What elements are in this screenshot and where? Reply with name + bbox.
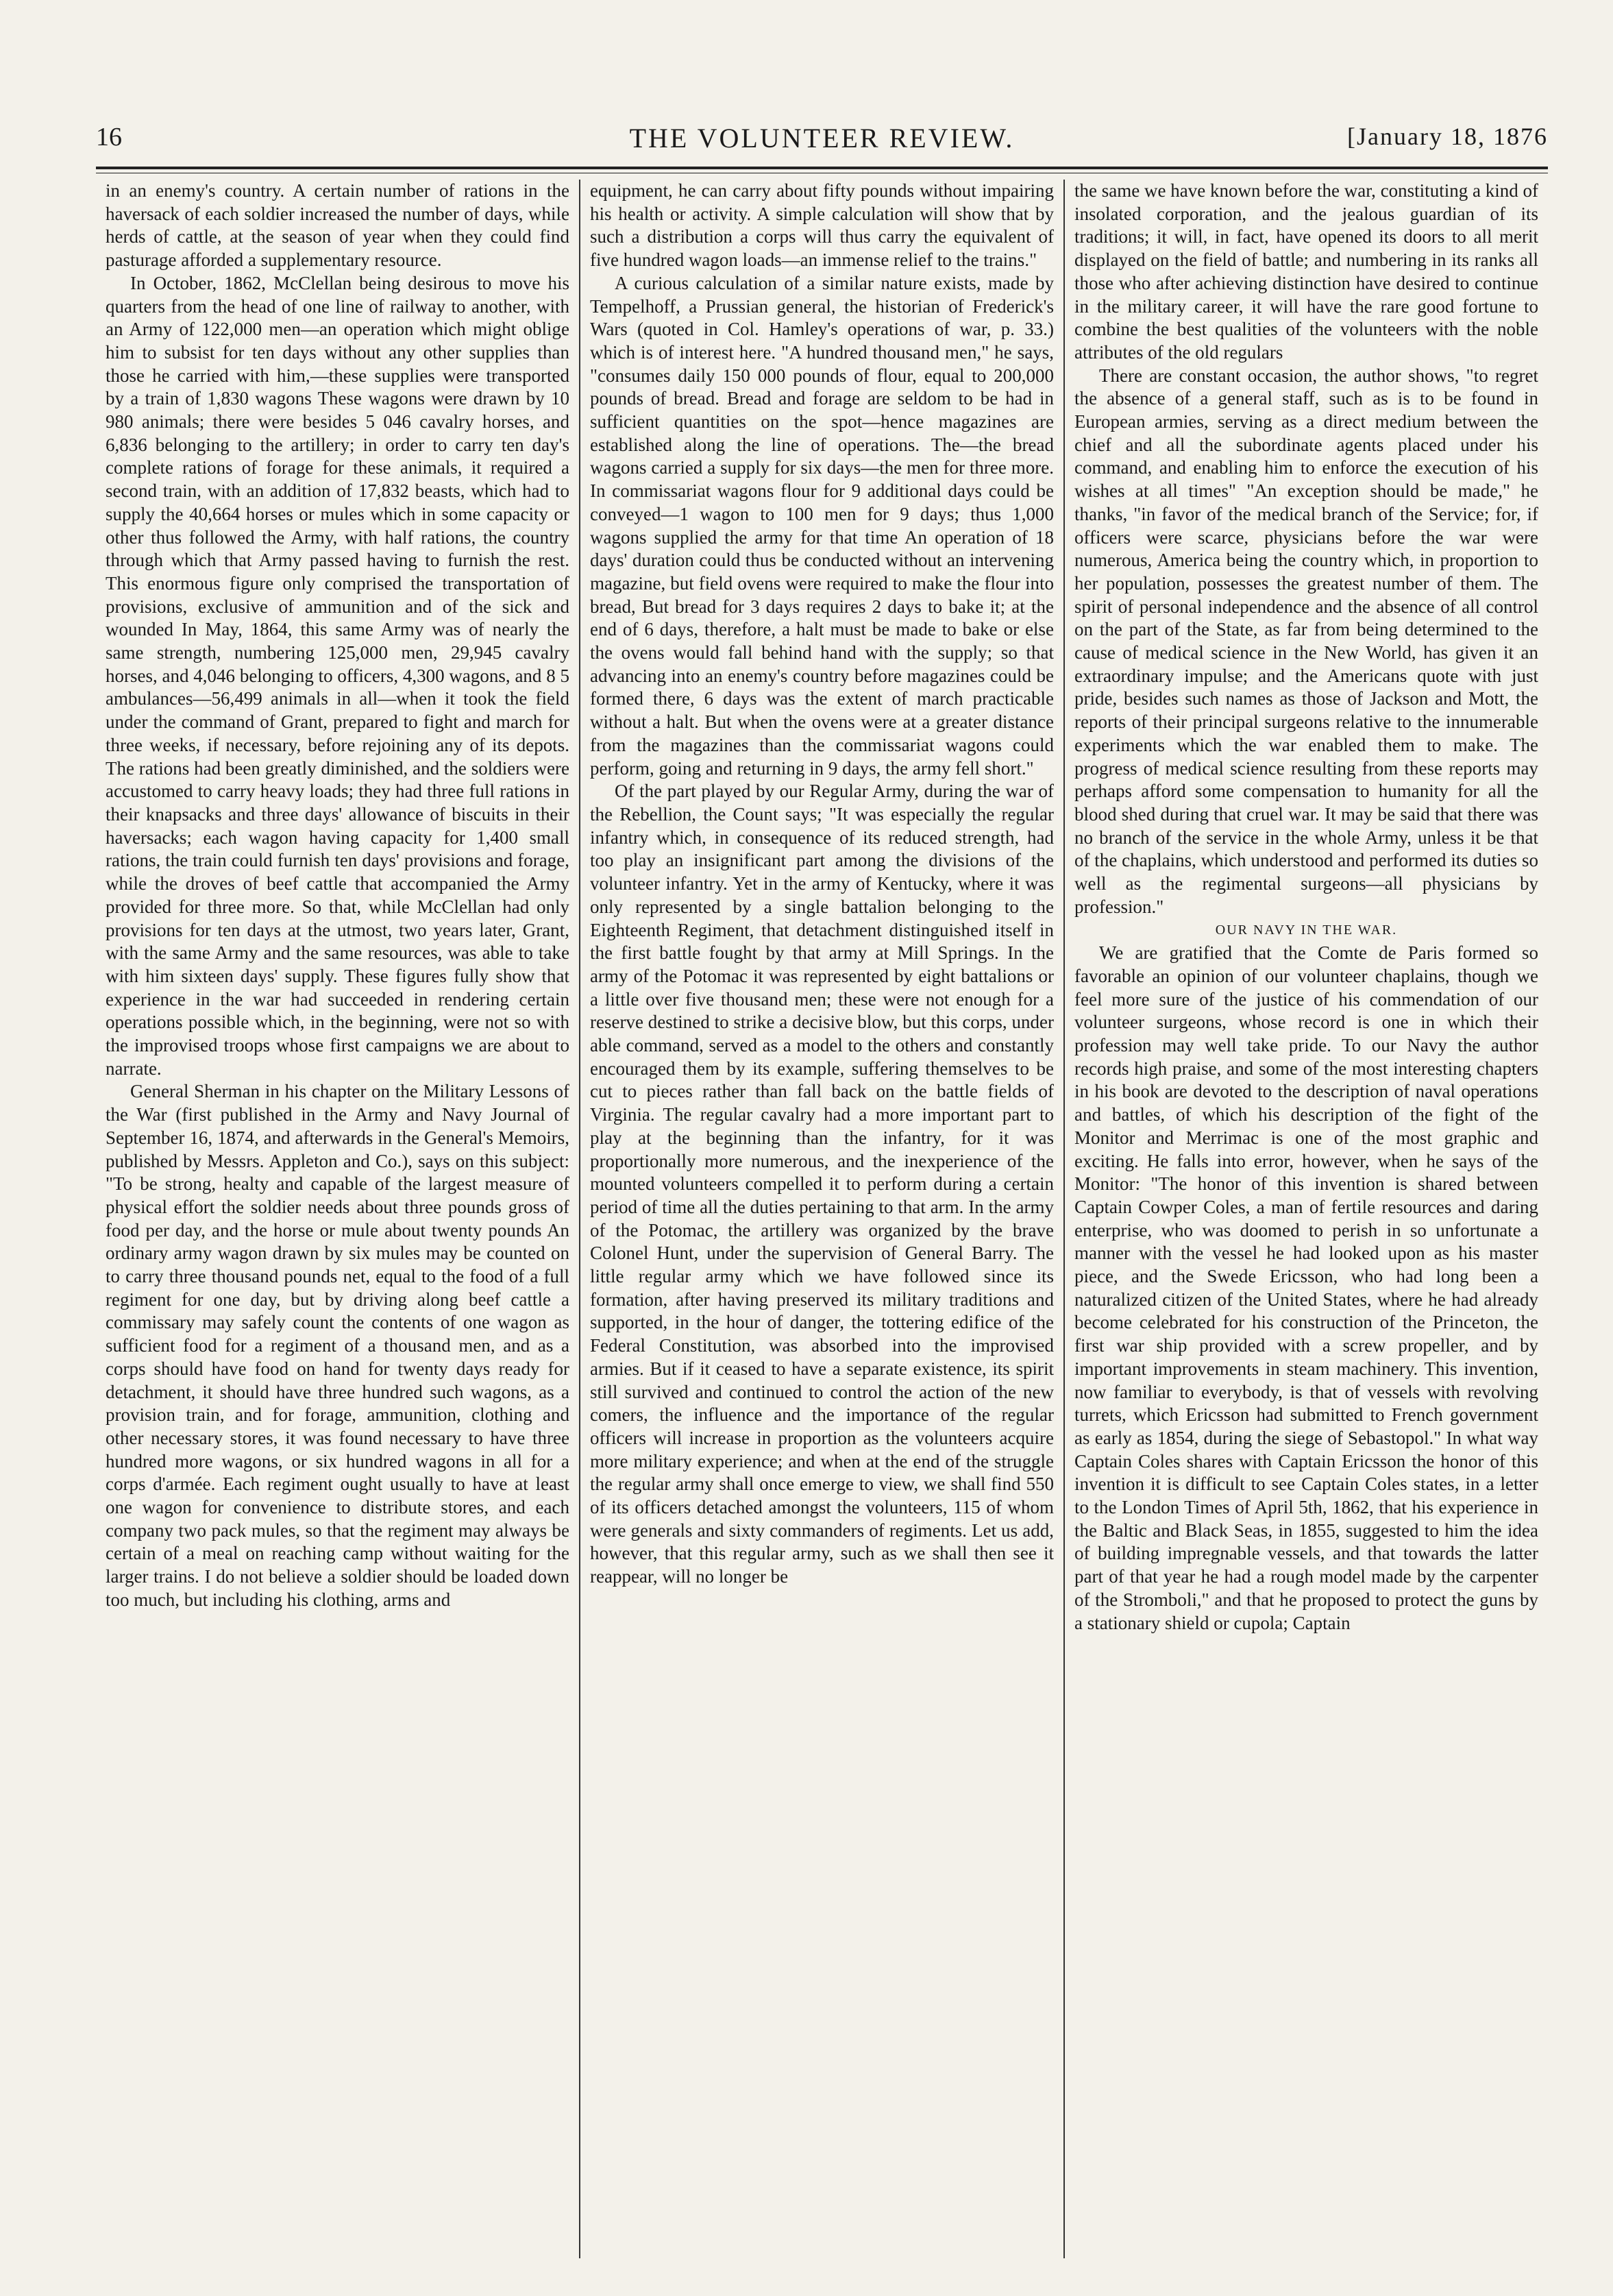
paragraph: equipment, he can carry about fifty pounds without impairing his health or activity. A simple calculation will show that by such a distribution a corps will thus carry the equivalent of five hundred wagon loads—an immense relief to the trains." bbox=[590, 180, 1054, 271]
page-header bbox=[96, 122, 1548, 163]
section-heading: OUR NAVY IN THE WAR. bbox=[1215, 922, 1398, 938]
paragraph: General Sherman in his chapter on the Military Lessons of the War (first published in the Army and Navy Journal of September 16, 1874, and afterwards in the General's Memoirs, published by Messrs. Appleton and Co.), says on this subject: "To be strong, healty and capable of the largest measure of physical effort the soldier needs about three pounds gross of food per day, and the horse or mule about twenty pounds An ordinary army wagon drawn by six mules may be counted on to carry three thousand pounds net, equal to the food of a full regiment for one day, but by driving along beef cattle a commissary may safely count the contents of one wagon as sufficient food for a regiment of a thousand men, and as a corps should have food on hand for twenty days ready for detachment, it should have three hundred such wagons, as a provision train, and for forage, ammunition, clothing and other necessary stores, it was found necessary to have three hundred more wagons, or six hundred wagons in all for a corps d'armée. Each regiment ought usually to have at least one wagon for convenience to distribute stores, and each company two pack mules, so that the regiment may always be certain of a meal on reaching camp without waiting for the larger trains. I do not believe a soldier should be loaded down too much, but including his clothing, arms and bbox=[106, 1081, 569, 1610]
page-number: 16 bbox=[96, 123, 122, 151]
issue-date: [January 18, 1876 bbox=[1347, 123, 1548, 150]
paragraph: There are constant occasion, the author shows, "to regret the absence of a general staff, such as is to be found in European armies, serving as a direct medium between the chief and all the subordinate agents placed under his command, and enabling him to enforce the execution of his wishes at all times" "An exception should be made," he thanks, "in favor of the medical branch of the Service; for, if officers were scarce, physicians before the war were numerous, America being the country which, in proportion to her population, possesses the greatest number of them. The spirit of personal independence and the absence of all control on the part of the State, as far from being determined to the cause of medical science in the New World, has given it an extraordinary impulse; and the Americans quote with just pride, besides such names as those of Jackson and Mott, the reports of their principal surgeons relative to the innumerable experiments which the war enabled them to make. The progress of medical science resulting from these reports may perhaps afford some compensation to humanity for all the blood shed during that cruel war. It may be said that there was no branch of the service in the whole Army, unless it be that of the chaplains, which understood and performed its duties so well as the regimental surgeons—all physicians by profession." bbox=[1074, 365, 1538, 917]
article-columns bbox=[96, 180, 1548, 2258]
paragraph: in an enemy's country. A certain number of rations in the haversack of each soldier increased the number of days, while herds of cattle, at the season of year when they could find pasturage afforded a supplementary resource. bbox=[106, 180, 569, 271]
paragraph: the same we have known before the war, constituting a kind of insolated corporation, and the jealous guardian of its traditions; it will, in fact, have opened its doors to all merit displayed on the field of battle; and numbering in its ranks all those who after achieving distinction have desired to continue in the military career, it will have the rare good fortune to combine the best qualities of the volunteers with the noble attributes of the old regulars bbox=[1074, 180, 1538, 363]
header-rule bbox=[96, 167, 1548, 169]
paragraph: A curious calculation of a similar nature exists, made by Tempelhoff, a Prussian general, the historian of Frederick's Wars (quoted in Col. Hamley's operations of war, p. 33.) which is of interest here. "A hundred thousand men," he says, "consumes daily 150 000 pounds of flour, equal to 200,000 pounds of bread. Bread and forage are seldom to be had in sufficient quantities on the spot—hence magazines are established along the line of operations. The—the bread wagons carried a supply for six days—the men for three more. In commissariat wagons flour for 9 additional days could be conveyed—1 wagon to 100 men for 9 days; thus 1,000 wagons supplied the army for that time An operation of 18 days' duration could thus be conducted without an intervening magazine, but field ovens were required to make the flour into bread, But bread for 3 days requires 2 days to bake it; at the end of 6 days, therefore, a halt must be made to bake or else the ovens would fall behind hand with the supply; so that advancing into an enemy's country before magazines could be formed there, 6 days was the extent of march practicable without a halt. But when the ovens were at a greater distance from the magazines than the commissariat wagons could perform, going and returning in 9 days, the army fell short." bbox=[590, 272, 1054, 779]
column-2 bbox=[579, 180, 1063, 2258]
paragraph: In October, 1862, McClellan being desirous to move his quarters from the head of one line of railway to another, with an Army of 122,000 men—an operation which might oblige him to subsist for ten days without any other supplies than those he carried with him,—these supplies were transported by a train of 1,830 wagons These wagons were drawn by 10 980 animals; there were besides 5 046 cavalry horses, and 6,836 belonging to the artillery; in order to carry ten day's complete rations of forage for these animals, it required a second train, with an addition of 17,832 beasts, which had to supply the 40,664 horses or mules which in some capacity or other thus followed the Army, with half rations, the country through which that Army passed having to furnish the rest. This enormous figure only comprised the transportation of provisions, exclusive of ammunition and of the sick and wounded In May, 1864, this same Army was of nearly the same strength, numbering 125,000 men, 29,945 cavalry horses, and 4,046 belonging to officers, 4,300 wagons, and 8 5 ambulances—56,499 animals in all—when it took the field under the command of Grant, prepared to fight and march for three weeks, if necessary, before rejoining any of its depots. The rations had been greatly diminished, and the soldiers were accustomed to carry heavy loads; they had three full rations in their knapsacks and three days' allowance of biscuits in their haversacks; each wagon having capacity for 1,400 small rations, the train could furnish ten days' provisions and forage, while the droves of beef cattle that accompanied the Army provided for three more. So that, while McClellan had only provisions for ten days at the utmost, two years later, Grant, with the same Army and the same resources, was able to take with him sixteen days' supply. These figures fully show that experience in the war had succeeded in rendering certain operations possible which, in the beginning, were not so with the improvised troops whose first campaigns we are about to narrate. bbox=[106, 272, 569, 1079]
column-1 bbox=[96, 180, 579, 2258]
paragraph: We are gratified that the Comte de Paris formed so favorable an opinion of our volunteer chaplains, though we feel more sure of the justice of his commendation of our volunteer surgeons, whose record is one in which their profession may well take pride. To our Navy the author records high praise, and some of the most interesting chapters in his book are devoted to the description of naval operations and battles, of which his description of the fight of the Monitor and Merrimac is one of the most graphic and exciting. He falls into error, however, when he says of the Monitor: "The honor of this invention is shared between Captain Cowper Coles, a man of fertile resources and daring enterprise, who was doomed to perish in so unfortunate a manner with the vessel he had looked upon as his master piece, and the Swede Ericsson, who had long been a naturalized citizen of the United States, where he had already become celebrated for his construction of the Princeton, the first war ship provided with a screw propeller, and by important improvements in steam machinery. This invention, now familiar to everybody, is that of vessels with revolving turrets, which Ericsson had submitted to French government as early as 1854, during the siege of Sebastopol." In what way Captain Coles shares with Captain Ericsson the honor of this invention it is difficult to see Captain Coles states, in a letter to the London Times of April 5th, 1862, that his experience in the Baltic and Black Seas, in 1855, suggested to him the idea of building impregnable vessels, and that towards the latter part of that year he had a rough model made by the carpenter of the Stromboli," and that he proposed to protect the guns by a stationary shield or cupola; Captain bbox=[1074, 942, 1538, 1633]
masthead-title: THE VOLUNTEER REVIEW. bbox=[629, 123, 1015, 154]
paragraph: Of the part played by our Regular Army, during the war of the Rebellion, the Count says; "It was especially the regular infantry which, in consequence of its reduced strength, had too play an insignificant part among the divisions of the volunteer infantry. Yet in the army of Kentucky, where it was only represented by a single battalion belonging to the Eighteenth Regiment, that detachment distinguished itself in the first battle fought by that army at Mill Springs. In the army of the Potomac it was represented by eight battalions or a little over five thousand men; these were not enough for a reserve destined to strike a decisive blow, but this corps, under able command, served as a model to the others and constantly encouraged them by its example, suffering themselves to be cut to pieces rather than fall back on the battle fields of Virginia. The regular cavalry had a more important part to play at the beginning than the infantry, for it was proportionally more numerous, and the inexperience of the mounted volunteers compelled it to perform during a certain period of time all the duties pertaining to that arm. In the army of the Potomac, the artillery was organized by the brave Colonel Hunt, under the supervision of General Barry. The little regular army which we have followed since its formation, after having preserved its military traditions and supported, in the hour of danger, the tottering edifice of the Federal Constitution, was absorbed into the improvised armies. But if it ceased to have a separate existence, its spirit still survived and continued to control the action of the new comers, the influence and the importance of the regular officers will increase in proportion as the volunteers acquire more military experience; and when at the end of the struggle the regular army shall once emerge to view, we shall find 550 of its officers detached amongst the volunteers, 115 of whom were generals and sixty commanders of regiments. Let us add, however, that this regular army, such as we shall then see it reappear, will no longer be bbox=[590, 781, 1054, 1587]
column-3 bbox=[1063, 180, 1548, 2258]
